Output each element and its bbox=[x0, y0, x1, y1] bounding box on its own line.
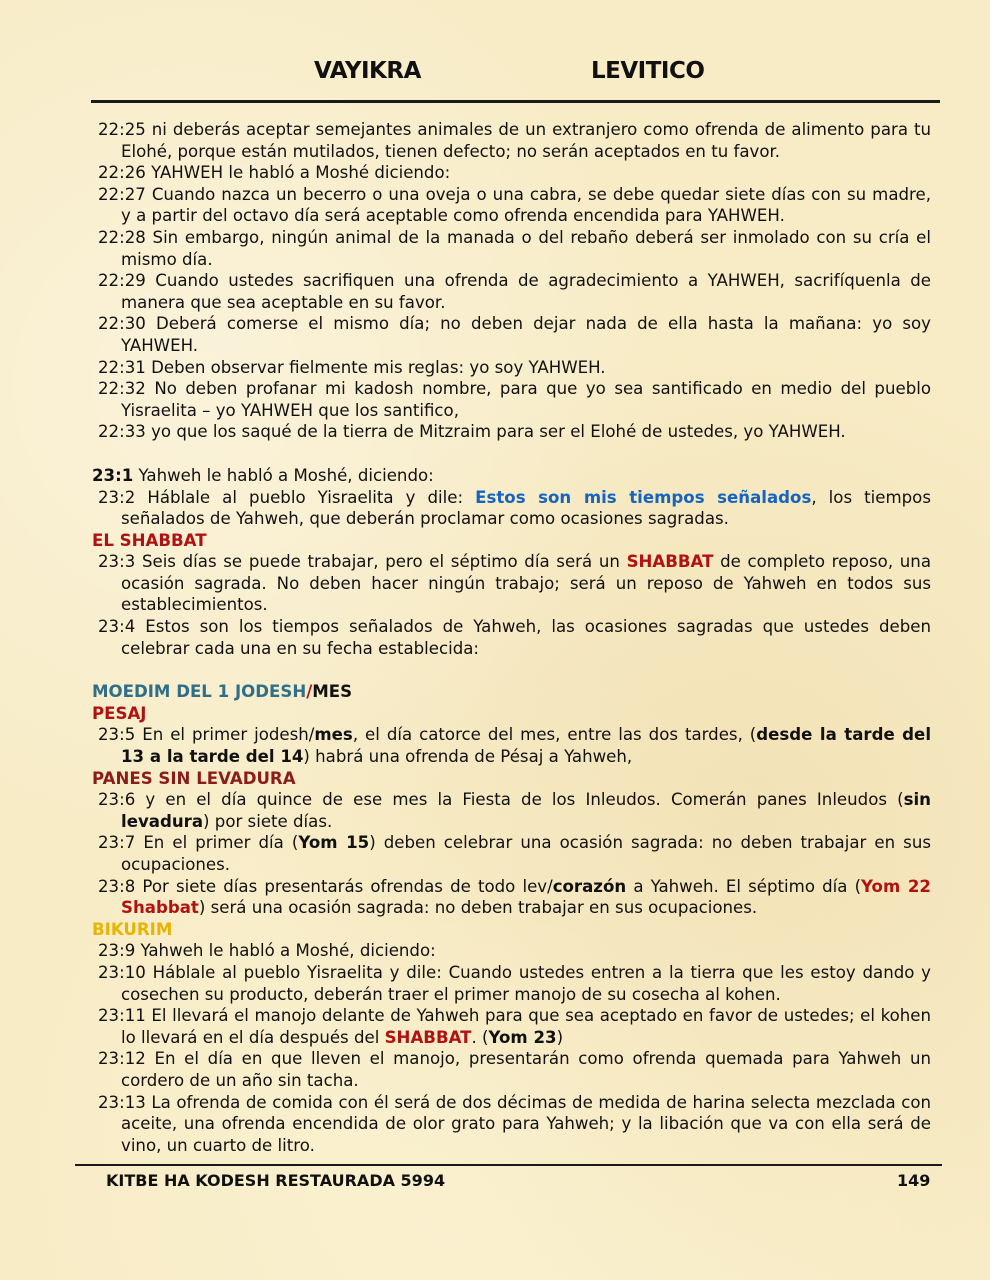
heading-el-shabbat: EL SHABBAT bbox=[92, 530, 207, 550]
bold-text: Yom 15 bbox=[298, 833, 370, 853]
header-rule bbox=[91, 100, 940, 103]
verse-23-1 bbox=[92, 465, 931, 487]
verse-text: , los tiempos señalados de Yahweh, que deberán proclamar como ocasiones sagradas. bbox=[121, 487, 931, 529]
verse-23-7 bbox=[92, 832, 931, 875]
verse-text: 23:6 y en el día quince de ese mes la Fiesta de los Inleudos. Comerán panes Inleudos ( bbox=[98, 790, 904, 810]
red-bold-text: Yom 22 Shabbat bbox=[121, 876, 931, 918]
heading-moedim-main: MOEDIM DEL 1 JODESH bbox=[92, 682, 307, 702]
verse-text: . ( bbox=[471, 1027, 489, 1047]
footer-rule bbox=[75, 1164, 942, 1166]
verse-text: 23:11 El llevará el manojo delante de Yahweh para que sea aceptado en favor de ustedes; el kohen lo llevará en el día después del bbox=[98, 1006, 931, 1047]
verse-23-2 bbox=[92, 487, 931, 530]
verse-22-29: 22:29 Cuando ustedes sacrifiquen una ofrenda de agradecimiento a YAHWEH, sacrifíquenla de manera que sea aceptable en su favor. bbox=[98, 271, 931, 312]
book-name-hebrew: VAYIKRA bbox=[314, 58, 421, 84]
verse-22-27: 22:27 Cuando nazca un becerro o una oveja o una cabra, se debe quedar siete días con su madre, y a partir del octavo día será aceptable como ofrenda encendida para YAHWEH. bbox=[98, 184, 931, 226]
heading-slash: / bbox=[306, 682, 313, 702]
bold-text: corazón bbox=[552, 876, 627, 896]
verse-text: Yahweh le habló a Moshé, diciendo: bbox=[133, 465, 434, 485]
verse-23-12: 23:12 En el día en que lleven el manojo, presentarán como ofrenda quemada para Yahweh un cordero de un año sin tacha. bbox=[98, 1049, 931, 1090]
verse-22-28: 22:28 Sin embargo, ningún animal de la manada o del rebaño deberá ser inmolado con su cría el mismo día. bbox=[98, 227, 931, 269]
verse-23-6 bbox=[92, 789, 931, 832]
verse-text: ) por siete días. bbox=[203, 811, 333, 831]
verse-23-8 bbox=[92, 876, 931, 919]
heading-moedim bbox=[92, 681, 931, 703]
verse-text: 23:2 Háblale al pueblo Yisraelita y dile: bbox=[98, 487, 476, 507]
verse-23-3 bbox=[92, 551, 931, 616]
verse-23-9: 23:9 Yahweh le habló a Moshé, diciendo: bbox=[98, 941, 436, 961]
book-name-spanish: LEVITICO bbox=[591, 58, 705, 84]
verse-23-4: 23:4 Estos son los tiempos señalados de Yahweh, las ocasiones sagradas que ustedes deben celebrar cada una en su fecha establecida: bbox=[98, 617, 931, 658]
shabbat-word: SHABBAT bbox=[626, 552, 714, 572]
verse-text: ) deben celebrar una ocasión sagrada: no deben trabajar en sus ocupaciones. bbox=[121, 833, 931, 874]
verse-22-30: 22:30 Deberá comerse el mismo día; no deben dejar nada de ella hasta la mañana: yo soy YAHWEH. bbox=[98, 314, 931, 355]
bold-text: desde la tarde del 13 a la tarde del 14 bbox=[121, 725, 932, 767]
verse-text: de completo reposo, una ocasión sagrada. No deben hacer ningún trabajo; será un reposo de Yahweh en todos sus establecimientos. bbox=[121, 552, 931, 615]
page-number: 149 bbox=[897, 1171, 931, 1190]
verse-23-13: 23:13 La ofrenda de comida con él será de dos décimas de medida de harina selecta mezclada con aceite, una ofrenda encendida de olor grato para Yahweh; y la libación que va con ella será de vino, un cuarto de litro. bbox=[98, 1092, 931, 1155]
verse-text: ) bbox=[556, 1027, 564, 1047]
chapter-ref: 23:1 bbox=[92, 465, 134, 485]
verse-23-5 bbox=[92, 724, 931, 767]
page-header bbox=[0, 58, 990, 90]
verse-23-11 bbox=[92, 1005, 931, 1048]
verse-text: ) será una ocasión sagrada: no deben trabajar en sus ocupaciones. bbox=[198, 898, 758, 918]
verse-23-10: 23:10 Háblale al pueblo Yisraelita y dile: Cuando ustedes entren a la tierra que les estoy dando y cosechen su producto, deberán traer el primer manojo de su cosecha al kohen. bbox=[98, 962, 931, 1004]
bold-text: sin levadura bbox=[121, 790, 931, 831]
section-gap bbox=[92, 659, 931, 681]
heading-pesaj: PESAJ bbox=[92, 703, 147, 723]
bold-text: Yom 23 bbox=[488, 1027, 557, 1047]
verse-22-26: 22:26 YAHWEH le habló a Moshé diciendo: bbox=[98, 163, 451, 183]
verse-22-31: 22:31 Deben observar fielmente mis reglas: yo soy YAHWEH. bbox=[98, 357, 606, 377]
verse-text: 23:5 En el primer jodesh/ bbox=[98, 725, 315, 745]
shabbat-word: SHABBAT bbox=[384, 1027, 472, 1047]
verse-text: , el día catorce del mes, entre las dos tardes, ( bbox=[352, 725, 757, 745]
verse-text: 23:3 Seis días se puede trabajar, pero el séptimo día será un bbox=[98, 552, 627, 572]
verse-text: 23:7 En el primer día ( bbox=[98, 833, 299, 853]
page-body bbox=[92, 119, 931, 1156]
heading-bikurim: BIKURIM bbox=[92, 919, 173, 939]
verse-text: 23:8 Por siete días presentarás ofrendas de todo lev/ bbox=[98, 876, 553, 896]
verse-22-25: 22:25 ni deberás aceptar semejantes animales de un extranjero como ofrenda de alimento para tu Elohé, porque están mutilados, tienen defecto; no serán aceptados en tu favor. bbox=[98, 120, 931, 161]
bold-text: mes bbox=[314, 725, 353, 745]
heading-mes: MES bbox=[312, 682, 353, 702]
verse-22-32: 22:32 No deben profanar mi kadosh nombre, para que yo sea santificado en medio del pueblo Yisraelita – yo YAHWEH que los santifico, bbox=[98, 379, 931, 420]
footer-title: KITBE HA KODESH RESTAURADA 5994 bbox=[106, 1171, 446, 1190]
verse-22-33: 22:33 yo que los saqué de la tierra de Mitzraim para ser el Elohé de ustedes, yo YAHWEH. bbox=[98, 422, 846, 442]
heading-panes-sin-levadura: PANES SIN LEVADURA bbox=[92, 768, 296, 788]
highlight-text: Estos son mis tiempos señalados bbox=[475, 487, 812, 507]
verse-text: a Yahweh. El séptimo día ( bbox=[626, 876, 862, 896]
verse-text: ) habrá una ofrenda de Pésaj a Yahweh, bbox=[303, 747, 633, 767]
page-footer bbox=[0, 1171, 990, 1195]
section-gap bbox=[92, 443, 931, 465]
